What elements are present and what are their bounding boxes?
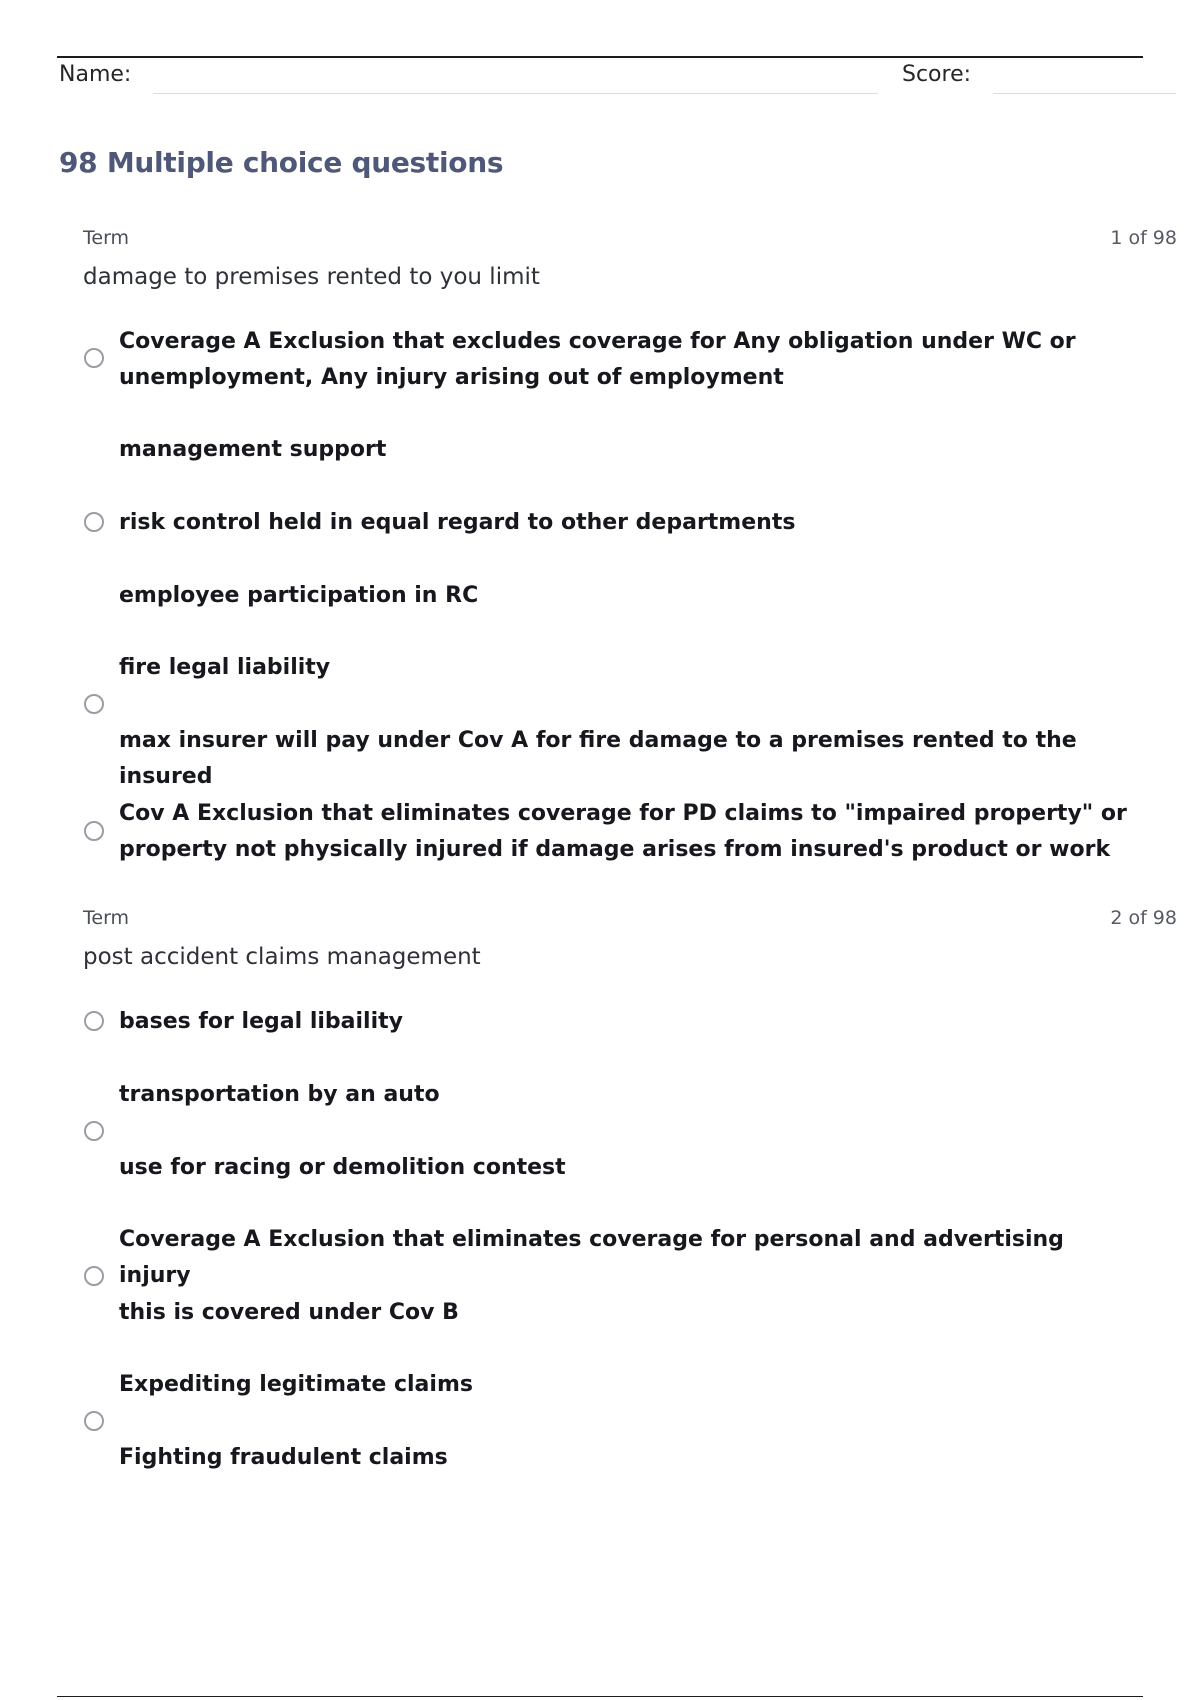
- quiz-title: 98 Multiple choice questions: [59, 146, 504, 179]
- score-field[interactable]: [993, 93, 1176, 94]
- answer-option-line: management support: [119, 437, 387, 462]
- bottom-rule: [57, 1696, 1143, 1697]
- radio-button-icon[interactable]: [84, 821, 104, 841]
- question-counter: 2 of 98: [1110, 907, 1177, 929]
- radio-button-icon[interactable]: [84, 1121, 104, 1141]
- top-rule: [57, 56, 1143, 58]
- radio-button-icon[interactable]: [84, 512, 104, 532]
- question-kind-label: Term: [83, 227, 130, 249]
- radio-button-icon[interactable]: [84, 1266, 104, 1286]
- radio-button-icon[interactable]: [84, 1411, 104, 1431]
- radio-button-icon[interactable]: [84, 348, 104, 368]
- answer-option-line: Fighting fraudulent claims: [119, 1445, 448, 1470]
- answer-option-line: Expediting legitimate claims: [119, 1372, 473, 1397]
- question-term: damage to premises rented to you limit: [83, 264, 540, 290]
- score-label: Score:: [902, 62, 972, 87]
- answer-option-line: Coverage A Exclusion that eliminates coverage for personal and advertising injury: [119, 1227, 1064, 1288]
- answer-option-line: fire legal liability: [119, 655, 331, 680]
- answer-option-text: Cov A Exclusion that eliminates coverage for PD claims to "impaired property" or property not physically injured if damage arises from insured's product or work: [119, 801, 1127, 862]
- answer-option-text: Coverage A Exclusion that excludes coverage for Any obligation under WC or unemployment, Any injury arising out of employment: [119, 329, 1076, 390]
- answer-option-line: bases for legal libaility: [119, 1009, 403, 1034]
- question-term: post accident claims management: [83, 944, 481, 970]
- radio-button-icon[interactable]: [84, 1011, 104, 1031]
- answer-option-line: this is covered under Cov B: [119, 1300, 459, 1325]
- answer-option-line: risk control held in equal regard to other departments: [119, 510, 796, 535]
- answer-option-line: transportation by an auto: [119, 1082, 440, 1107]
- name-field[interactable]: [153, 93, 878, 94]
- answer-option-line: max insurer will pay under Cov A for fire damage to a premises rented to the insured: [119, 728, 1077, 789]
- question-kind-label: Term: [83, 907, 130, 929]
- radio-button-icon[interactable]: [84, 694, 104, 714]
- question-counter: 1 of 98: [1110, 227, 1177, 249]
- name-label: Name:: [59, 62, 132, 87]
- answer-option-line: employee participation in RC: [119, 583, 479, 608]
- answer-option-line: use for racing or demolition contest: [119, 1155, 566, 1180]
